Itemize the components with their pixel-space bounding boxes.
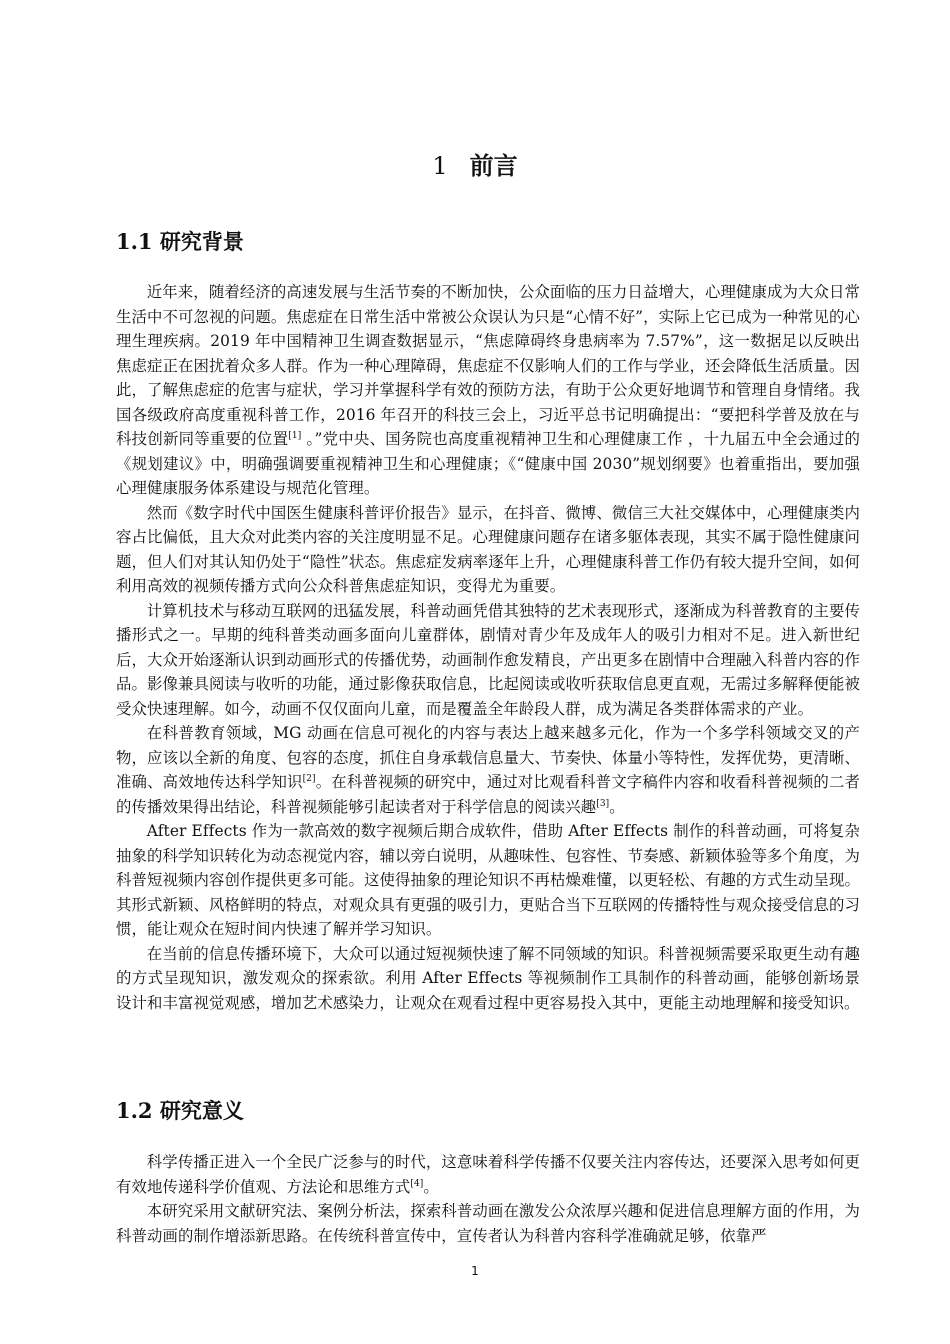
section-background-body bbox=[116, 280, 860, 1015]
citation: [1] bbox=[288, 430, 302, 441]
paragraph: 计算机技术与移动互联网的迅猛发展，科普动画凭借其独特的艺术表现形式，逐渐成为科普教育的主要传播形式之一。早期的纯科普类动画多面向儿童群体，剧情对青少年及成年人的吸引力相对不足。进入新世纪后，大众开始逐渐认识到动画形式的传播优势，动画制作愈发精良，产出更多在剧情中合理融入科普内容的作品。影像兼具阅读与收听的功能，通过影像获取信息，比起阅读或收听获取信息更直观，无需过多解释便能被受众快速理解。如今，动画不仅仅面向儿童，而是覆盖全年龄段人群，成为满足各类群体需求的产业。 bbox=[116, 601, 860, 718]
section-heading-background: 1.1 研究背景 bbox=[116, 229, 244, 254]
paragraph: 在当前的信息传播环境下，大众可以通过短视频快速了解不同领域的知识。科普视频需要采取更生动有趣的方式呈现知识，激发观众的探索欲。利用 After Effects 等视频制作工具制作的科普动画，能够创新场景设计和丰富视觉观感，增加艺术感染力，让观众在观看过程中更容易投入其中，更能主动地理解和接受知识。 bbox=[116, 944, 860, 1012]
page-number: 1 bbox=[471, 1264, 479, 1278]
chapter-title-text: 前言 bbox=[469, 151, 518, 180]
paragraph: 本研究采用文献研究法、案例分析法，探索科普动画在激发公众浓厚兴趣和促进信息理解方面的作用，为科普动画的制作增添新思路。在传统科普宣传中，宣传者认为科普内容科学准确就足够，依靠严 bbox=[116, 1202, 860, 1245]
paragraph: 然而《数字时代中国医生健康科普评价报告》显示，在抖音、微博、微信三大社交媒体中，心理健康类内容占比偏低，且大众对此类内容的关注度明显不足。心理健康问题存在诸多躯体表现，其实不属于隐性健康问题，但人们对其认知仍处于“隐性”状态。焦虑症发病率逐年上升，心理健康科普工作仍有较大提升空间，如何利用高效的视频传播方式向公众科普焦虑症知识，变得尤为重要。 bbox=[116, 503, 860, 595]
section-significance-body bbox=[116, 1150, 860, 1248]
chapter-title bbox=[0, 148, 950, 184]
citation: [2] bbox=[302, 773, 316, 784]
citation: [4] bbox=[410, 1178, 424, 1189]
paragraph: 近年来，随着经济的高速发展与生活节奏的不断加快，公众面临的压力日益增大，心理健康成为大众日常生活中不可忽视的问题。焦虑症在日常生活中常被公众误认为只是“心情不好”，实际上它已成为一种常见的心理生理疾病。2019 年中国精神卫生调查数据显示，“焦虑障碍终身患病率为 7.57%”，这一数据足以反映出焦虑症正在困扰着众多人群。作为一种心理障碍，焦虑症不仅影响人们的工作与学业，还会降低生活质量。因此，了解焦虑症的危害与症状，学习并掌握科学有效的预防方法，有助于公众更好地调节和管理自身情绪。我国各级政府高度重视科普工作，2016 年召开的科技三会上，习近平总书记明确提出：“要把科学普及放在与科技创新同等重要的位置[1] 。”党中央、国务院也高度重视精神卫生和心理健康工作 ，十九届五中全会通过的《规划建议》中，明确强调要重视精神卫生和心理健康；《“健康中国 2030”规划纲要》也着重指出，要加强心理健康服务体系建设与规范化管理。 bbox=[116, 283, 860, 497]
section-heading-significance: 1.2 研究意义 bbox=[116, 1098, 244, 1123]
citation: [3] bbox=[596, 798, 610, 809]
paragraph: After Effects 作为一款高效的数字视频后期合成软件，借助 After Effects 制作的科普动画，可将复杂抽象的科学知识转化为动态视觉内容，辅以旁白说明，从趣味性、包容性、节奏感、新颖体验等多个角度，为科普短视频内容创作提供更多可能。这使得抽象的理论知识不再枯燥难懂，以更轻松、有趣的方式生动呈现。其形式新颖、风格鲜明的特点，对观众具有更强的吸引力，更贴合当下互联网的传播特性与观众接受信息的习惯，能让观众在短时间内快速了解并学习知识。 bbox=[116, 822, 860, 938]
paragraph: 科学传播正进入一个全民广泛参与的时代，这意味着科学传播不仅要关注内容传达，还要深入思考如何更有效地传递科学价值观、方法论和思维方式[4]。 bbox=[116, 1153, 860, 1196]
chapter-number: 1 bbox=[432, 152, 448, 180]
paragraph: 在科普教育领域，MG 动画在信息可视化的内容与表达上越来越多元化，作为一个多学科领域交叉的产物，应该以全新的角度、包容的态度，抓住自身承载信息量大、节奏快、体量小等特性，发挥优势，更清晰、准确、高效地传达科学知识[2]。在科普视频的研究中，通过对比观看科普文字稿件内容和收看科普视频的二者的传播效果得出结论，科普视频能够引起读者对于科学信息的阅读兴趣[3]。 bbox=[116, 724, 860, 816]
